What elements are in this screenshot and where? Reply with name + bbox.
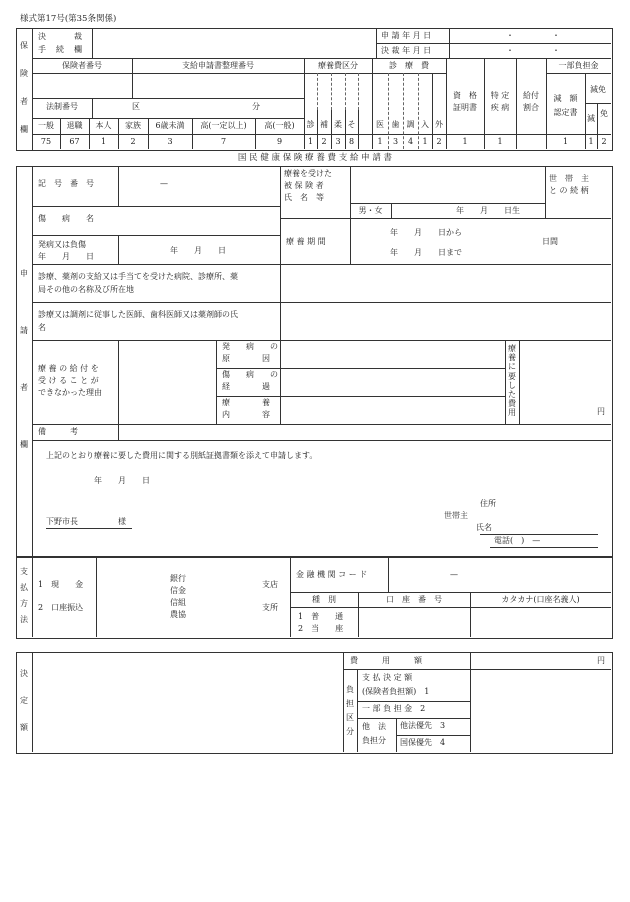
decision-col-3: 額 xyxy=(20,723,28,732)
nintei-label: 認定書 xyxy=(553,108,578,117)
bank-3: 信組 xyxy=(170,598,186,607)
decide-date-label: 決 裁 年 月 日 xyxy=(381,46,432,55)
bank-2: 信金 xyxy=(170,586,186,595)
period-label: 療 養 期 間 xyxy=(286,237,326,246)
bank-code-label: 金 融 機 関 コ ー ド xyxy=(296,570,368,579)
patient-label-3: 氏 名 等 xyxy=(284,193,324,202)
patient-label-1: 療養を受けた xyxy=(284,169,332,178)
applicant-col-1: 申 xyxy=(20,269,28,278)
form-id: 様式第17号(第35条関係) xyxy=(20,14,117,24)
gengaku-label: 減 額 xyxy=(553,94,578,103)
applicant-section xyxy=(16,166,613,558)
burden-col-1: 負 xyxy=(346,685,354,694)
apply-dot-2: ・ xyxy=(552,31,560,40)
val-self: 1 xyxy=(100,137,107,146)
decision-col-2: 定 xyxy=(20,696,28,705)
genmen-label: 減免 xyxy=(590,85,606,94)
bank-code-dash[interactable]: — xyxy=(450,570,458,579)
cost-vertical-label: 療養に要した費用 xyxy=(508,344,516,418)
pay-col-4: 法 xyxy=(20,615,28,624)
applicant-col-3: 者 xyxy=(20,383,28,392)
account-number-label: 口 座 番 号 xyxy=(386,595,442,604)
birth-field[interactable]: 年 月 日生 xyxy=(456,206,520,215)
genmen-val-2: 2 xyxy=(601,137,607,146)
tetsuzuki-3: 欄 xyxy=(74,45,82,54)
other-law-priority: 他法優先 3 xyxy=(400,721,446,730)
cost-yen: 円 xyxy=(597,407,605,416)
burden-col-4: 分 xyxy=(346,727,354,736)
applicant-col-2: 請 xyxy=(20,326,28,335)
shin-i: 医 xyxy=(376,120,384,129)
shin-val-2: 3 xyxy=(392,137,399,146)
val-family: 2 xyxy=(130,137,136,146)
period-days[interactable]: 日間 xyxy=(542,237,558,246)
cat-retired: 退職 xyxy=(66,121,83,130)
office-label: 支所 xyxy=(262,603,278,612)
bank-4: 農協 xyxy=(170,610,186,619)
nhi-priority: 国保優先 4 xyxy=(400,738,446,747)
branch-label: 支店 xyxy=(262,580,278,589)
relation-label-1: 世 帯 主 xyxy=(549,174,589,183)
kessai-2: 裁 xyxy=(74,32,82,41)
shin-gai: 外 xyxy=(435,120,443,129)
insurer-number-label: 保険者番号 xyxy=(62,61,102,70)
tokutei-label: 特 定 xyxy=(490,91,510,100)
sex-field[interactable]: 男・女 xyxy=(358,206,383,215)
kubun-val-1: 1 xyxy=(307,137,314,146)
shin-val-3: 4 xyxy=(407,137,414,146)
address-label: 住所 xyxy=(480,499,496,508)
account-holder-label: カタカナ(口座名義人) xyxy=(501,595,580,604)
ku-label: 区 xyxy=(132,102,140,111)
shin-cho: 調 xyxy=(406,120,415,129)
account-futsu[interactable]: 1 普 通 xyxy=(298,612,344,621)
cat-general: 一般 xyxy=(38,121,54,130)
signature-date[interactable]: 年 月 日 xyxy=(94,476,150,485)
mayor: 下野市長 様 xyxy=(46,517,126,526)
content-label-1: 療 養 xyxy=(222,398,270,407)
hospital-label-2: 局その他の名称及び所在地 xyxy=(38,285,134,294)
cat-under6: 6歳未満 xyxy=(155,121,185,130)
cause-label-1: 発 病 の xyxy=(222,342,278,351)
account-type-label: 種 別 xyxy=(312,595,336,604)
other-law-2: 負担分 xyxy=(362,736,386,745)
shikaku-label: 資 格 xyxy=(453,91,477,100)
val-elder-general: 9 xyxy=(276,137,283,146)
insurer-col-1: 保 xyxy=(20,41,28,50)
doctor-label-2: 名 xyxy=(38,323,46,332)
kyufu-label: 給付 xyxy=(523,91,539,100)
decision-col-1: 決 xyxy=(20,669,28,678)
shomei-label: 証明書 xyxy=(453,103,477,112)
transfer-option[interactable]: 2 口座振込 xyxy=(38,603,84,612)
apply-date-label: 申 請 年 月 日 xyxy=(381,31,432,40)
kessai-1: 決 xyxy=(38,32,46,41)
cat-self: 本人 xyxy=(95,121,112,130)
onset-label-2: 年 月 日 xyxy=(38,252,94,261)
onset-label-1: 発病又は負傷 xyxy=(38,240,86,249)
reason-label-1: 療 養 の 給 付 を xyxy=(38,364,99,373)
bun-label: 分 xyxy=(252,102,260,111)
pay-col-3: 方 xyxy=(20,599,28,608)
kubun-val-2: 2 xyxy=(321,137,327,146)
doctor-label-1: 診療又は調剤に従事した医師、歯科医師又は薬剤師の氏 xyxy=(38,310,238,319)
cat-family: 家族 xyxy=(125,121,141,130)
bank-1: 銀行 xyxy=(170,574,186,583)
relation-label-2: と の 続 柄 xyxy=(549,186,589,195)
gen-label: 減 xyxy=(587,114,595,123)
shin-nyu: 入 xyxy=(421,120,429,129)
decision-section xyxy=(16,652,613,754)
cat-elder-general: 高(一般) xyxy=(264,121,295,130)
kubun-ho: 補 xyxy=(320,120,328,129)
men-label: 免 xyxy=(600,109,608,118)
cash-option[interactable]: 1 現 金 xyxy=(38,580,84,589)
shippei-label: 疾 病 xyxy=(490,103,510,112)
genmen-val-1: 1 xyxy=(588,137,594,146)
account-toza[interactable]: 2 当 座 xyxy=(298,624,344,633)
kubun-ju: 柔 xyxy=(334,120,342,129)
payment-decision-2: (保険者負担額) 1 xyxy=(362,687,430,696)
wariai-label: 割合 xyxy=(523,103,539,112)
val-retired: 67 xyxy=(69,137,80,146)
shin-shi: 歯 xyxy=(391,120,400,129)
other-law-1: 他 法 xyxy=(362,722,386,731)
disease-label: 傷 病 名 xyxy=(38,214,94,223)
decide-dot-1: ・ xyxy=(506,46,514,55)
cat-elder-high: 高(一定以上) xyxy=(200,121,247,130)
expense-category-label: 療養費区分 xyxy=(318,61,358,70)
reason-label-2: 受 け る こ と が xyxy=(38,376,99,385)
copay-label: 一部負担金 xyxy=(558,61,599,70)
householder-label: 世帯主 xyxy=(444,511,468,520)
gengaku-val: 1 xyxy=(562,137,569,146)
burden-col-2: 担 xyxy=(346,699,354,708)
val-under6: 3 xyxy=(167,137,173,146)
val-general: 75 xyxy=(40,137,52,146)
kigo-dash: — xyxy=(160,179,168,188)
remarks-label: 備 考 xyxy=(38,427,78,436)
content-label-2: 内 容 xyxy=(222,410,270,419)
decide-dot-2: ・ xyxy=(552,46,560,55)
cause-label-2: 原 因 xyxy=(222,354,270,363)
shin-val-1: 1 xyxy=(377,137,383,146)
insurer-col-4: 欄 xyxy=(20,125,28,134)
period-to[interactable]: 年 月 日まで xyxy=(390,248,462,257)
kubun-so: そ xyxy=(347,120,356,129)
apply-dot-1: ・ xyxy=(506,31,514,40)
pay-col-2: 払 xyxy=(20,583,28,592)
copay-row: 一 部 負 担 金 2 xyxy=(362,704,426,713)
decision-yen: 円 xyxy=(597,656,605,665)
shin-val-5: 2 xyxy=(436,137,442,146)
tetsuzuki-1: 手 xyxy=(38,45,46,54)
insurer-col-3: 者 xyxy=(20,97,28,106)
name-label: 氏名 xyxy=(476,523,492,532)
phone-label[interactable]: 電話( ) — xyxy=(494,536,541,545)
progress-label-1: 傷 病 の xyxy=(222,370,278,379)
hosei-label: 法制番号 xyxy=(46,102,78,111)
form-title: 国 民 健 康 保 険 療 養 費 支 給 申 請 書 xyxy=(237,153,393,163)
medical-fee-label: 診 療 費 xyxy=(389,61,429,70)
reason-label-3: できなかった理由 xyxy=(38,388,102,397)
pay-col-1: 支 xyxy=(20,567,28,576)
shin-val-4: 1 xyxy=(422,137,428,146)
kigo-label: 記 号 番 号 xyxy=(38,179,94,188)
applicant-col-4: 欄 xyxy=(20,440,28,449)
kubun-shin: 診 xyxy=(306,120,315,129)
insurer-col-2: 険 xyxy=(20,69,28,78)
burden-col-3: 区 xyxy=(346,713,354,722)
kubun-val-4: 8 xyxy=(348,137,355,146)
tetsuzuki-2: 続 xyxy=(56,45,64,54)
val-elder-high: 7 xyxy=(220,137,227,146)
hospital-label-1: 診療、薬剤の支給又は手当てを受けた病院、診療所、薬 xyxy=(38,272,238,281)
shikaku-val: 1 xyxy=(462,137,468,146)
progress-label-2: 経 過 xyxy=(222,382,270,391)
cost-amount-label: 費 用 額 xyxy=(350,656,422,665)
statement: 上記のとおり療養に要した費用に関する別紙証拠書類を添えて申請します。 xyxy=(46,451,318,460)
request-number-label: 支給申請書整理番号 xyxy=(182,61,254,70)
patient-label-2: 被 保 険 者 xyxy=(284,181,324,190)
tokutei-val: 1 xyxy=(497,137,503,146)
kubun-val-3: 3 xyxy=(335,137,341,146)
onset-date[interactable]: 年 月 日 xyxy=(170,246,226,255)
payment-decision-1: 支 払 決 定 額 xyxy=(362,673,413,682)
period-from[interactable]: 年 月 日から xyxy=(390,228,462,237)
insurer-section xyxy=(16,28,613,151)
